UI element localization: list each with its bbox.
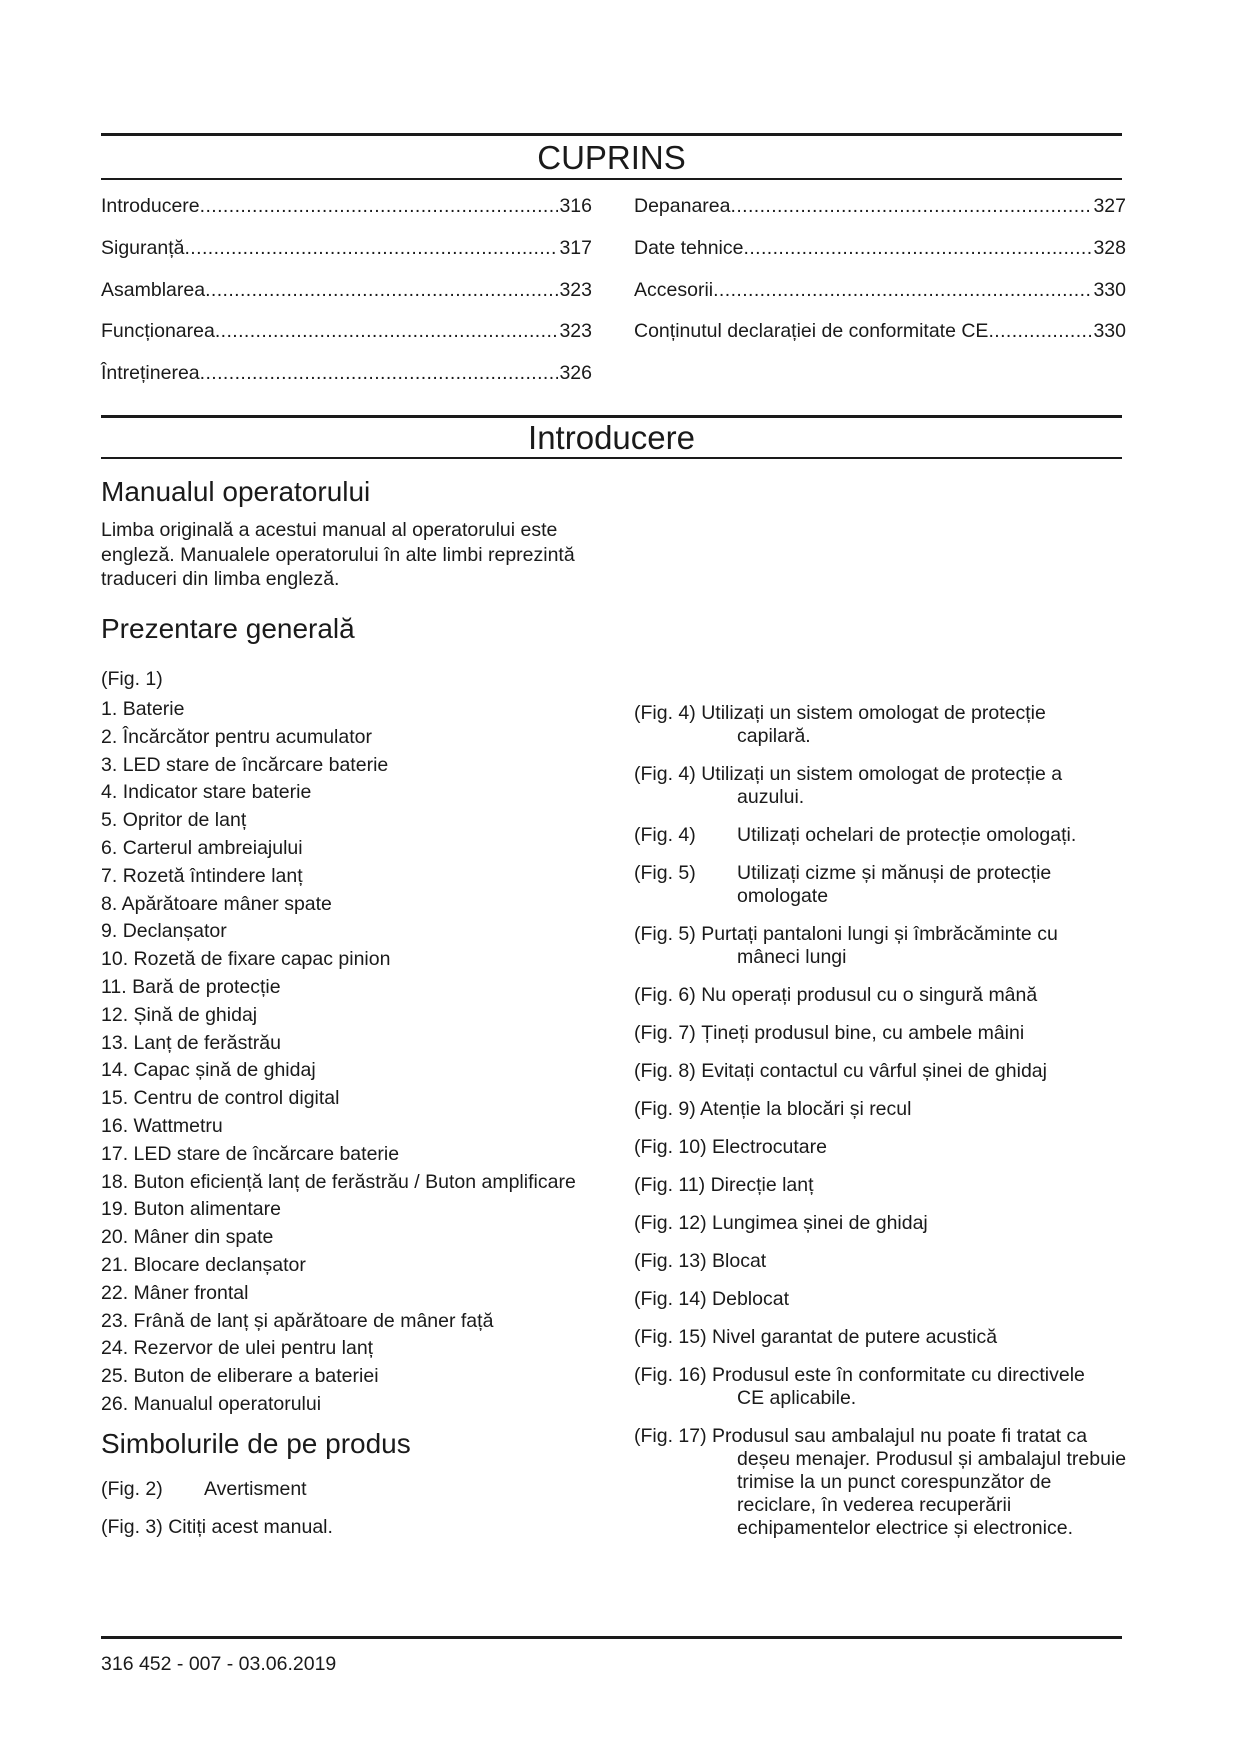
toc-entry[interactable] <box>634 278 1126 320</box>
figure-reference: (Fig. 3) <box>101 1515 163 1538</box>
symbol-entry-first-line <box>634 1364 1194 1387</box>
symbol-entry <box>634 862 1194 908</box>
overview-item <box>101 779 576 807</box>
item-number: 26. <box>101 1392 129 1415</box>
item-label: Indicator stare baterie <box>122 781 312 804</box>
symbols-list-left <box>101 1478 581 1554</box>
symbol-entry-first-line <box>634 1174 1194 1197</box>
figure-reference: (Fig. 11) <box>634 1173 706 1196</box>
symbol-entry-first-line <box>634 1060 1194 1083</box>
overview-item <box>101 724 576 752</box>
item-number: 22. <box>101 1281 129 1304</box>
toc-left-column <box>101 194 592 403</box>
toc-entry-page: 317 <box>559 236 592 259</box>
figure-reference: (Fig. 17) <box>634 1424 707 1447</box>
dot-leader <box>731 194 1093 218</box>
item-label: Manualul operatorului <box>133 1392 322 1415</box>
symbol-description: Evitați contactul cu vârful șinei de ghidaj <box>701 1059 1047 1082</box>
symbol-entry-first-line <box>634 824 1194 847</box>
item-number: 11. <box>101 975 127 998</box>
symbol-entry-first-line <box>634 1288 1194 1311</box>
symbol-entry <box>634 1136 1194 1159</box>
toc-entry-label: Introducere <box>101 195 200 217</box>
toc-top-rule <box>101 133 1122 136</box>
symbol-entry <box>634 1326 1194 1349</box>
overview-item <box>101 1308 576 1336</box>
overview-item <box>101 1057 576 1085</box>
symbol-entry-first-line <box>634 1136 1194 1159</box>
symbol-description: echipamentelor electrice și electronice. <box>737 1516 1073 1539</box>
symbol-entry-line <box>634 885 1194 908</box>
symbol-description: Nu operați produsul cu o singură mână <box>701 983 1038 1006</box>
toc-entry[interactable] <box>101 278 592 320</box>
symbol-description: Țineți produsul bine, cu ambele mâini <box>701 1021 1025 1044</box>
overview-item <box>101 891 576 919</box>
item-number: 18. <box>101 1170 129 1193</box>
toc-title: CUPRINS <box>537 139 686 176</box>
item-number: 23. <box>101 1309 129 1332</box>
overview-item <box>101 1085 576 1113</box>
overview-item <box>101 807 576 835</box>
symbol-entry <box>634 1425 1194 1540</box>
toc-entry[interactable] <box>101 319 592 361</box>
item-label: Blocare declanșator <box>133 1253 306 1276</box>
dot-leader <box>200 361 559 385</box>
item-number: 10. <box>101 948 129 971</box>
overview-parts-list <box>101 696 576 1419</box>
symbol-entry <box>634 1060 1194 1083</box>
item-label: Mâner frontal <box>133 1281 249 1304</box>
symbols-list-right <box>634 702 1194 1555</box>
symbol-entry <box>634 1098 1194 1121</box>
symbol-entry-first-line <box>634 862 1194 885</box>
dot-leader <box>200 194 559 218</box>
symbol-description: Direcție lanț <box>710 1173 814 1196</box>
figure-reference: (Fig. 5) <box>634 922 696 945</box>
item-number: 6. <box>101 836 118 859</box>
figure-reference: (Fig. 15) <box>634 1325 707 1348</box>
symbol-entry-first-line <box>634 1022 1194 1045</box>
overview-item <box>101 946 576 974</box>
symbol-entry <box>634 1288 1194 1311</box>
item-number: 5. <box>101 809 118 832</box>
overview-item <box>101 1280 576 1308</box>
overview-figure-reference: (Fig. 1) <box>101 668 163 690</box>
item-number: 17. <box>101 1142 129 1165</box>
item-number: 2. <box>101 725 118 748</box>
symbol-description: Utilizați ochelari de protecție omologați. <box>737 823 1077 846</box>
item-number: 4. <box>101 781 118 804</box>
manual-paragraph <box>101 518 575 592</box>
symbol-entry <box>634 984 1194 1007</box>
toc-entry-page: 316 <box>559 195 592 217</box>
item-label: LED stare de încărcare baterie <box>122 753 389 776</box>
symbol-description: reciclare, în vederea recuperării <box>737 1493 1012 1516</box>
symbol-description: auzului. <box>737 785 805 808</box>
item-number: 7. <box>101 864 118 887</box>
toc-entry-label: Accesorii <box>634 278 714 301</box>
figure-reference: (Fig. 4) <box>634 823 696 846</box>
section-title: Introducere <box>528 419 695 456</box>
overview-heading: Prezentare generală <box>101 613 355 644</box>
toc-bottom-rule <box>101 178 1122 180</box>
item-label: Buton de eliberare a bateriei <box>133 1365 379 1388</box>
toc-entry-label: Siguranță <box>101 236 185 259</box>
toc-entry-page: 330 <box>1093 278 1126 301</box>
symbol-entry-line <box>634 1517 1194 1540</box>
toc-entry-label: Întreținerea <box>101 362 200 384</box>
manual-paragraph-line: Limba originală a acestui manual al operatorului este <box>101 519 558 541</box>
toc-entry-page: 330 <box>1093 320 1126 343</box>
figure-reference: (Fig. 5) <box>634 861 696 884</box>
overview-item <box>101 974 576 1002</box>
symbol-description: CE aplicabile. <box>737 1386 857 1409</box>
symbol-description: Lungimea șinei de ghidaj <box>712 1211 928 1234</box>
item-number: 19. <box>101 1198 129 1221</box>
symbol-description: Produsul este în conformitate cu directivele <box>712 1363 1085 1386</box>
footer-document-number: 316 452 - 007 - 03.06.2019 <box>101 1653 337 1675</box>
overview-item <box>101 1113 576 1141</box>
symbol-description: Utilizați un sistem omologat de protecție a <box>701 762 1063 785</box>
item-label: LED stare de încărcare baterie <box>133 1142 400 1165</box>
symbol-description: Purtați pantaloni lungi și îmbrăcăminte cu <box>701 922 1058 945</box>
symbol-description: omologate <box>737 884 829 907</box>
symbol-entry-first-line <box>634 763 1194 786</box>
overview-item <box>101 1391 576 1419</box>
toc-entry[interactable] <box>634 236 1126 278</box>
overview-item <box>101 835 576 863</box>
symbol-description: Avertisment <box>204 1477 307 1500</box>
figure-reference: (Fig. 13) <box>634 1249 707 1272</box>
symbol-entry-line <box>634 1387 1194 1410</box>
item-label: Opritor de lanț <box>122 809 247 832</box>
item-label: Șină de ghidaj <box>133 1003 258 1026</box>
figure-reference: (Fig. 14) <box>634 1287 707 1310</box>
item-label: Baterie <box>122 698 185 720</box>
symbol-description: Produsul sau ambalajul nu poate fi tratat ca <box>712 1424 1088 1447</box>
dot-leader <box>205 278 558 302</box>
symbol-entry-first-line <box>634 984 1194 1007</box>
dot-leader <box>988 319 1092 343</box>
dot-leader <box>744 236 1093 260</box>
symbol-entry-line <box>634 1494 1194 1517</box>
figure-reference: (Fig. 12) <box>634 1211 707 1234</box>
overview-item <box>101 1363 576 1391</box>
symbol-entry-first-line <box>634 1326 1194 1349</box>
toc-entry[interactable] <box>101 361 592 403</box>
item-number: 13. <box>101 1031 129 1054</box>
symbol-entry <box>101 1478 581 1501</box>
item-label: Rozetă de fixare capac pinion <box>133 948 391 971</box>
symbol-entry <box>634 1250 1194 1273</box>
toc-entry[interactable] <box>101 194 592 236</box>
symbol-entry <box>634 824 1194 847</box>
manual-heading: Manualul operatorului <box>101 476 371 507</box>
symbol-entry-line <box>634 1448 1194 1471</box>
item-number: 12. <box>101 1003 129 1026</box>
symbol-entry <box>634 923 1194 969</box>
symbol-description: Utilizați un sistem omologat de protecție <box>701 701 1046 724</box>
symbol-entry-first-line <box>101 1478 581 1501</box>
symbol-entry <box>634 1022 1194 1045</box>
symbol-description: Electrocutare <box>712 1135 827 1158</box>
symbol-description: capilară. <box>737 724 811 747</box>
figure-reference: (Fig. 16) <box>634 1363 707 1386</box>
figure-reference: (Fig. 4) <box>634 701 696 724</box>
symbol-entry-first-line <box>634 1098 1194 1121</box>
symbol-entry-line <box>634 1471 1194 1494</box>
symbol-entry-first-line <box>634 1425 1194 1448</box>
toc-entry-page: 327 <box>1093 195 1126 217</box>
symbol-entry-first-line <box>101 1516 581 1539</box>
overview-item <box>101 1335 576 1363</box>
overview-item <box>101 696 576 724</box>
dot-leader <box>184 236 558 260</box>
manual-paragraph-line: engleză. Manualele operatorului în alte limbi reprezintă <box>101 543 575 566</box>
figure-reference: (Fig. 6) <box>634 983 696 1006</box>
symbol-description: Deblocat <box>712 1287 789 1310</box>
symbol-entry <box>634 763 1194 809</box>
figure-reference: (Fig. 4) <box>634 762 696 785</box>
figure-reference: (Fig. 9) <box>634 1097 696 1120</box>
toc-entry-label: Asamblarea <box>101 278 206 301</box>
item-number: 8. <box>101 892 118 915</box>
overview-item <box>101 1002 576 1030</box>
figure-reference: (Fig. 10) <box>634 1135 707 1158</box>
overview-item <box>101 752 576 780</box>
dot-leader <box>713 278 1092 302</box>
item-label: Mâner din spate <box>133 1226 274 1249</box>
item-label: Capac șină de ghidaj <box>133 1059 316 1082</box>
toc-entry-label: Funcționarea <box>101 320 215 343</box>
item-label: Frână de lanț și apărătoare de mâner față <box>133 1309 494 1332</box>
toc-entry-page: 323 <box>559 320 592 343</box>
item-number: 24. <box>101 1337 129 1360</box>
toc-right-column <box>634 194 1126 361</box>
symbol-entry-first-line <box>634 923 1194 946</box>
footer-rule <box>101 1636 1122 1639</box>
item-label: Wattmetru <box>133 1114 223 1137</box>
overview-item <box>101 918 576 946</box>
overview-item <box>101 1252 576 1280</box>
item-number: 20. <box>101 1226 129 1249</box>
symbol-description: mâneci lungi <box>737 945 847 968</box>
item-number: 15. <box>101 1087 129 1110</box>
item-label: Centru de control digital <box>133 1087 340 1110</box>
symbol-entry-line <box>634 786 1194 809</box>
item-number: 9. <box>101 920 118 943</box>
symbols-heading: Simbolurile de pe produs <box>101 1428 411 1459</box>
symbol-entry-first-line <box>634 702 1194 725</box>
toc-entry-page: 328 <box>1093 236 1126 259</box>
figure-reference: (Fig. 7) <box>634 1021 696 1044</box>
toc-entry-page: 323 <box>559 278 592 301</box>
item-label: Încărcător pentru acumulator <box>122 725 372 748</box>
symbol-entry-first-line <box>634 1212 1194 1235</box>
manual-paragraph-line: traduceri din limba engleză. <box>101 568 340 590</box>
item-label: Carterul ambreiajului <box>122 836 303 859</box>
symbol-entry <box>634 702 1194 748</box>
overview-item <box>101 1030 576 1058</box>
item-label: Buton alimentare <box>133 1198 281 1221</box>
overview-item <box>101 1169 576 1197</box>
symbol-entry <box>634 1212 1194 1235</box>
item-label: Lanț de ferăstrău <box>133 1031 281 1054</box>
item-label: Bară de protecție <box>132 975 281 998</box>
item-number: 25. <box>101 1365 129 1388</box>
figure-reference: (Fig. 2) <box>101 1477 163 1500</box>
item-number: 3. <box>101 753 118 776</box>
symbol-entry <box>634 1364 1194 1410</box>
symbol-description: Utilizați cizme și mănuși de protecție <box>737 861 1052 884</box>
toc-entry-label: Conținutul declarației de conformitate CE <box>634 320 989 343</box>
item-label: Declanșator <box>122 920 227 943</box>
toc-entry-page: 326 <box>559 362 592 384</box>
item-label: Buton eficiență lanț de ferăstrău / Buton amplificare <box>133 1170 576 1193</box>
symbol-entry-first-line <box>634 1250 1194 1273</box>
toc-entry[interactable] <box>101 236 592 278</box>
item-number: 1. <box>101 698 118 720</box>
overview-item <box>101 863 576 891</box>
symbol-description: Atenție la blocări și recul <box>700 1097 912 1120</box>
toc-entry-label: Depanarea <box>634 195 731 217</box>
symbol-entry-line <box>634 725 1194 748</box>
overview-item <box>101 1224 576 1252</box>
symbol-description: Citiți acest manual. <box>168 1515 333 1538</box>
section-bottom-rule <box>101 457 1122 459</box>
item-label: Rezervor de ulei pentru lanț <box>133 1337 374 1360</box>
item-number: 16. <box>101 1114 129 1137</box>
item-number: 21. <box>101 1253 129 1276</box>
toc-entry[interactable] <box>634 319 1126 361</box>
symbol-description: trimise la un punct corespunzător de <box>737 1470 1052 1493</box>
item-label: Apărătoare mâner spate <box>121 892 332 915</box>
overview-item <box>101 1141 576 1169</box>
symbol-entry-line <box>634 946 1194 969</box>
toc-entry-label: Date tehnice <box>634 236 744 259</box>
symbol-entry <box>101 1516 581 1539</box>
symbol-description: Blocat <box>712 1249 767 1272</box>
symbol-description: Nivel garantat de putere acustică <box>712 1325 998 1348</box>
symbol-description: deșeu menajer. Produsul și ambalajul trebuie <box>737 1447 1127 1470</box>
figure-reference: (Fig. 8) <box>634 1059 696 1082</box>
overview-item <box>101 1196 576 1224</box>
dot-leader <box>215 319 559 343</box>
item-label: Rozetă întindere lanț <box>122 864 303 887</box>
item-number: 14. <box>101 1059 129 1082</box>
toc-entry[interactable] <box>634 194 1126 236</box>
symbol-entry <box>634 1174 1194 1197</box>
